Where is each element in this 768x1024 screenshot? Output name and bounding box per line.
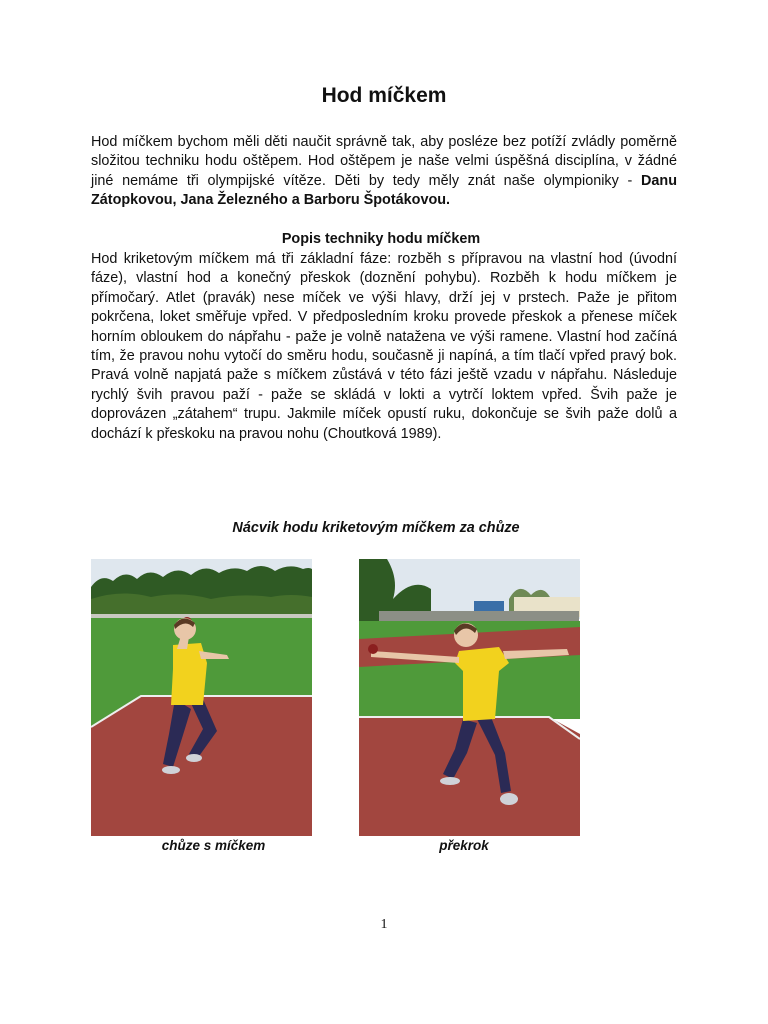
intro-paragraph (91, 133, 677, 211)
page-number: 1 (380, 917, 388, 932)
figure-caption: Nácvik hodu kriketovým míčkem za chůze (232, 520, 520, 536)
ball (368, 644, 378, 654)
section-heading: Popis techniky hodu míčkem (281, 231, 481, 247)
intro-olympians: Danu Zátopkovou, Jana Železného a Barboru Špotákovou. (91, 172, 677, 209)
stands (379, 611, 579, 621)
left-shoe (440, 777, 460, 785)
photo-walking-with-ball-image (91, 559, 312, 836)
intro-text: Hod míčkem bychom měli děti naučit správně tak, aby posléze bez potíží zvládly poměrně složitou techniku hodu oštěpem. Hod oštěpem je naše velmi úspěšná disciplína, v žádné jiné nemáme tři olympijské vítěze. Děti by tedy měly znát naše olympioniky - (91, 134, 677, 189)
fence (91, 614, 312, 618)
photo-label-crossover: překrok (439, 838, 489, 853)
photo-crossover-step-image (359, 559, 580, 836)
photo-crossover-step (359, 559, 580, 836)
right-shoe (186, 754, 202, 762)
right-shoe (500, 793, 518, 805)
photo-label-walking: chůze s míčkem (161, 838, 266, 853)
left-shoe (162, 766, 180, 774)
trees-lower (91, 593, 312, 617)
page-title: Hod míčkem (321, 84, 447, 107)
photo-walking-with-ball (91, 559, 312, 836)
technique-paragraph: Hod kriketovým míčkem má tři základní fáze: rozběh s přípravou na vlastní hod (úvodní fáze), vlastní hod a konečný přeskok (doznění pohybu). Rozběh k hodu míčkem je přímočarý. Atlet (pravák) nese míček ve výši hlavy, drží jej v prstech. Paže je přitom pokrčena, loket směřuje vpřed. V předposledním kroku provede přeskok a přenese míček horním obloukem do nápřahu - paže je volně natažena ve výši ramene. Vlastní hod začíná tím, že pravou nohu vytočí do směru hodu, současně ji napíná, a tím tlačí vpřed pravý bok. Pravá volně napjatá paže s míčkem zůstává v této fázi ještě vzadu v nápřahu. Následuje rychlý švih pravou paží - paže se skládá v lokti a vytrčí loktem vpřed. Švih paže je doprovázen „zátahem“ trupu. Jakmile míček opustí ruku, dokončuje se švih paže dolů a dochází k přeskoku na pravou nohu (Choutková 1989). (91, 251, 677, 442)
